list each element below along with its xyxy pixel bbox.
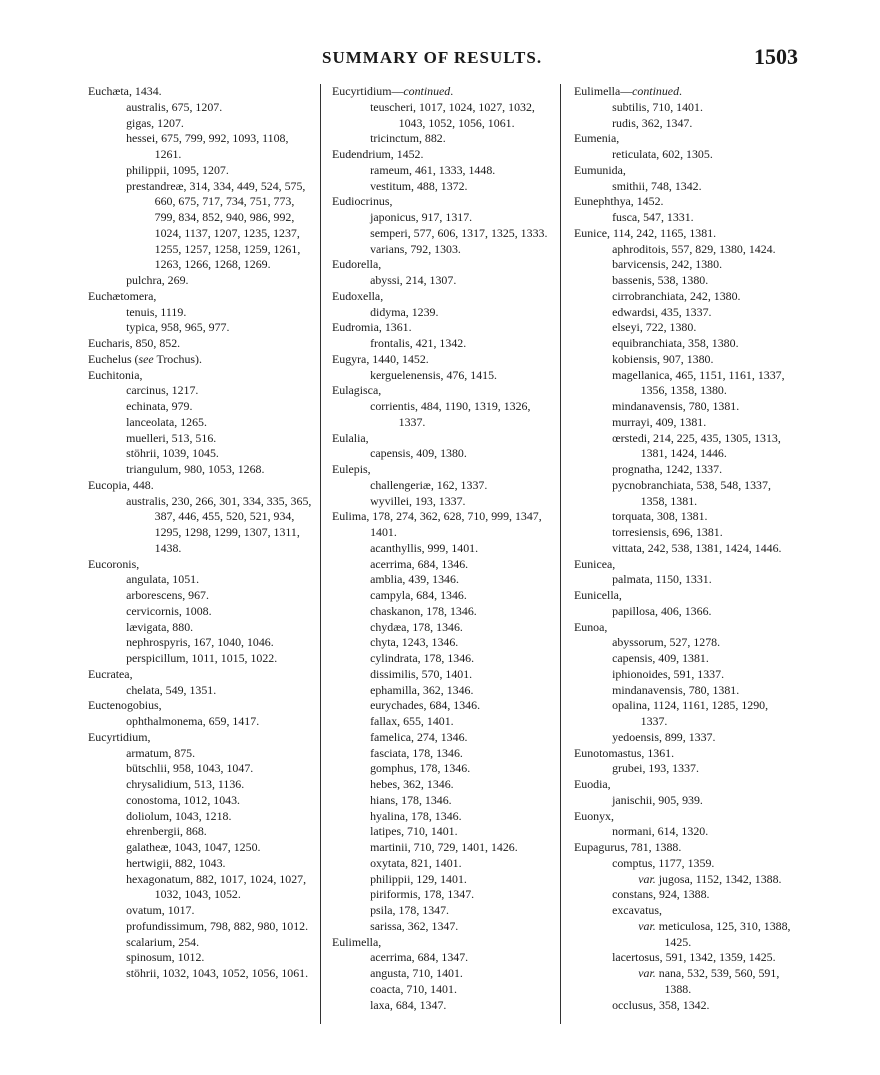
index-entry: profundissimum, 798, 882, 980, 1012. bbox=[126, 918, 309, 933]
index-entry: ovatum, 1017. bbox=[126, 903, 195, 917]
index-entry: hyalina, 178, 1346. bbox=[370, 808, 462, 823]
index-entry: reticulata, 602, 1305. bbox=[612, 147, 713, 161]
index-entry: œrstedi, 214, 225, 435, 1305, 1313, 1381, 1424, 1446. bbox=[612, 430, 781, 461]
index-heading: Eunicella, bbox=[574, 588, 622, 602]
index-heading: Eudorella, bbox=[332, 257, 382, 272]
index-variety: var. nana, 532, 539, 560, 591, 1388. bbox=[638, 966, 780, 996]
index-heading: Eulimella—continued. bbox=[574, 84, 682, 98]
index-heading: Eudiocrinus, bbox=[332, 194, 393, 209]
index-entry: excavatus, bbox=[612, 903, 662, 917]
index-entry: janischii, 905, 939. bbox=[612, 792, 703, 807]
index-heading: Eudromia, 1361. bbox=[332, 320, 412, 335]
index-entry: challengeriæ, 162, 1337. bbox=[370, 477, 488, 492]
index-entry: normani, 614, 1320. bbox=[612, 824, 709, 839]
index-entry: abyssi, 214, 1307. bbox=[370, 273, 457, 287]
index-column-1 bbox=[88, 84, 314, 982]
index-entry: edwardsi, 435, 1337. bbox=[612, 304, 712, 319]
index-entry: sarissa, 362, 1347. bbox=[370, 918, 459, 933]
index-entry: yedoensis, 899, 1337. bbox=[612, 729, 716, 744]
index-entry: cervicornis, 1008. bbox=[126, 603, 212, 618]
page-number: 1503 bbox=[754, 44, 798, 69]
index-entry: laxa, 684, 1347. bbox=[370, 997, 447, 1012]
index-heading: Eudoxella, bbox=[332, 288, 384, 303]
index-entry: kerguelenensis, 476, 1415. bbox=[370, 367, 498, 382]
index-entry: wyvillei, 193, 1337. bbox=[370, 493, 466, 508]
index-entry: australis, 230, 266, 301, 334, 335, 365, 387, 446, 455, 520, 521, 934, 1295, 1298, 1299, 1307, 1311, 1438. bbox=[126, 493, 312, 555]
index-entry: murrayi, 409, 1381. bbox=[612, 414, 707, 429]
index-entry: galatheæ, 1043, 1047, 1250. bbox=[126, 840, 261, 854]
index-heading: Eunotomastus, 1361. bbox=[574, 745, 675, 760]
index-heading: Euonyx, bbox=[574, 808, 614, 823]
index-entry: australis, 675, 1207. bbox=[126, 99, 223, 114]
index-entry: torresiensis, 696, 1381. bbox=[612, 525, 723, 539]
index-entry: doliolum, 1043, 1218. bbox=[126, 808, 232, 823]
index-entry: amblia, 439, 1346. bbox=[370, 572, 459, 587]
index-heading: Eulagisca, bbox=[332, 383, 382, 398]
index-entry: comptus, 1177, 1359. bbox=[612, 855, 715, 870]
index-entry: pycnobranchiata, 538, 548, 1337, 1358, 1381. bbox=[612, 477, 771, 508]
index-heading: Eumunida, bbox=[574, 162, 626, 177]
index-heading: Euchætomera, bbox=[88, 288, 157, 303]
index-entry: conostoma, 1012, 1043. bbox=[126, 792, 241, 807]
index-column-2 bbox=[332, 84, 554, 1013]
index-entry: palmata, 1150, 1331. bbox=[612, 572, 712, 587]
index-entry: tricinctum, 882. bbox=[370, 131, 446, 146]
index-entry: muelleri, 513, 516. bbox=[126, 430, 217, 445]
index-entry: rameum, 461, 1333, 1448. bbox=[370, 162, 496, 177]
index-heading: Eunice, 114, 242, 1165, 1381. bbox=[574, 225, 717, 240]
index-entry: didyma, 1239. bbox=[370, 304, 439, 319]
index-entry: gomphus, 178, 1346. bbox=[370, 761, 471, 776]
index-entry: lævigata, 880. bbox=[126, 619, 194, 634]
index-entry: lacertosus, 591, 1342, 1359, 1425. bbox=[612, 950, 776, 965]
index-entry: rudis, 362, 1347. bbox=[612, 115, 693, 130]
index-variety: var. meticulosa, 125, 310, 1388, 1425. bbox=[638, 918, 791, 949]
index-heading: Eulimella, bbox=[332, 934, 382, 949]
index-entry: smithii, 748, 1342. bbox=[612, 178, 702, 193]
index-entry: coacta, 710, 1401. bbox=[370, 981, 457, 996]
index-heading: Eucopia, 448. bbox=[88, 477, 154, 492]
index-heading: Eulalia, bbox=[332, 430, 369, 445]
index-entry: abyssorum, 527, 1278. bbox=[612, 635, 721, 650]
index-entry: chrysalidium, 513, 1136. bbox=[126, 777, 245, 791]
index-entry: angusta, 710, 1401. bbox=[370, 966, 463, 980]
index-entry: echinata, 979. bbox=[126, 399, 193, 413]
index-entry: chaskanon, 178, 1346. bbox=[370, 603, 477, 618]
index-heading: Eulima, 178, 274, 362, 628, 710, 999, 1347, 1401. bbox=[332, 509, 542, 539]
index-entry: armatum, 875. bbox=[126, 745, 196, 760]
index-entry: semperi, 577, 606, 1317, 1325, 1333. bbox=[370, 225, 548, 240]
index-heading: Eulepis, bbox=[332, 462, 371, 476]
index-entry: chelata, 549, 1351. bbox=[126, 682, 217, 697]
index-entry: dissimilis, 570, 1401. bbox=[370, 666, 473, 681]
index-entry: japonicus, 917, 1317. bbox=[370, 210, 473, 224]
index-heading: Euchæta, 1434. bbox=[88, 84, 162, 98]
column-divider bbox=[560, 84, 561, 1024]
index-entry: cirrobranchiata, 242, 1380. bbox=[612, 288, 741, 303]
index-entry: tenuis, 1119. bbox=[126, 304, 187, 319]
index-entry: hians, 178, 1346. bbox=[370, 792, 452, 807]
index-entry: fusca, 547, 1331. bbox=[612, 210, 694, 224]
index-entry: varians, 792, 1303. bbox=[370, 241, 461, 256]
index-entry: carcinus, 1217. bbox=[126, 383, 199, 398]
index-heading: Euodia, bbox=[574, 777, 611, 791]
index-entry: prognatha, 1242, 1337. bbox=[612, 462, 723, 476]
index-heading: Euchitonia, bbox=[88, 367, 143, 382]
index-heading: Eucyrtidium, bbox=[88, 729, 151, 744]
index-entry: mindanavensis, 780, 1381. bbox=[612, 399, 740, 413]
index-heading: Eunephthya, 1452. bbox=[574, 194, 664, 209]
index-entry: famelica, 274, 1346. bbox=[370, 729, 468, 744]
index-entry: vestitum, 488, 1372. bbox=[370, 178, 468, 193]
index-entry: bütschlii, 958, 1043, 1047. bbox=[126, 761, 254, 776]
index-heading: Eunicea, bbox=[574, 556, 616, 571]
index-entry: scalarium, 254. bbox=[126, 934, 200, 949]
index-entry: triangulum, 980, 1053, 1268. bbox=[126, 462, 265, 476]
index-entry: stöhrii, 1039, 1045. bbox=[126, 446, 219, 461]
index-entry: teuscheri, 1017, 1024, 1027, 1032, 1043, 1052, 1056, 1061. bbox=[370, 99, 535, 130]
index-entry: chyta, 1243, 1346. bbox=[370, 635, 459, 650]
index-entry: barvicensis, 242, 1380. bbox=[612, 257, 723, 272]
index-entry: martinii, 710, 729, 1401, 1426. bbox=[370, 840, 518, 854]
index-entry: frontalis, 421, 1342. bbox=[370, 336, 467, 350]
index-entry: iphionoides, 591, 1337. bbox=[612, 666, 725, 681]
index-entry: bassenis, 538, 1380. bbox=[612, 273, 709, 287]
index-entry: fallax, 655, 1401. bbox=[370, 714, 454, 728]
index-entry: capensis, 409, 1380. bbox=[370, 446, 467, 461]
index-entry: latipes, 710, 1401. bbox=[370, 824, 458, 839]
index-entry: occlusus, 358, 1342. bbox=[612, 997, 710, 1012]
index-entry: gigas, 1207. bbox=[126, 115, 184, 130]
column-divider bbox=[320, 84, 321, 1024]
index-entry: philippii, 129, 1401. bbox=[370, 871, 467, 886]
index-entry: oxytata, 821, 1401. bbox=[370, 855, 462, 870]
index-entry: typica, 958, 965, 977. bbox=[126, 320, 230, 335]
index-entry: fasciata, 178, 1346. bbox=[370, 745, 463, 760]
index-entry: opalina, 1124, 1161, 1285, 1290, 1337. bbox=[612, 698, 769, 728]
index-entry: psila, 178, 1347. bbox=[370, 903, 450, 917]
index-entry: kobiensis, 907, 1380. bbox=[612, 351, 714, 366]
index-column-3 bbox=[574, 84, 796, 1013]
index-heading: Eumenia, bbox=[574, 131, 620, 146]
page-header bbox=[0, 44, 880, 74]
index-heading: Eucoronis, bbox=[88, 556, 140, 571]
index-entry: campyla, 684, 1346. bbox=[370, 588, 467, 602]
index-entry: hessei, 675, 799, 992, 1093, 1108, 1261. bbox=[126, 131, 289, 161]
index-entry: eurychades, 684, 1346. bbox=[370, 698, 481, 713]
index-entry: spinosum, 1012. bbox=[126, 950, 205, 965]
index-heading: Eudendrium, 1452. bbox=[332, 147, 424, 161]
index-entry: philippii, 1095, 1207. bbox=[126, 162, 229, 177]
index-entry: chydæa, 178, 1346. bbox=[370, 619, 463, 634]
index-entry: corrientis, 484, 1190, 1319, 1326, 1337. bbox=[370, 399, 531, 429]
index-entry: lanceolata, 1265. bbox=[126, 414, 207, 429]
index-heading: Eucyrtidium—continued. bbox=[332, 84, 454, 98]
index-entry: pulchra, 269. bbox=[126, 273, 189, 287]
index-entry: acerrima, 684, 1347. bbox=[370, 950, 469, 965]
index-entry: torquata, 308, 1381. bbox=[612, 509, 708, 524]
index-entry: prestandreæ, 314, 334, 449, 524, 575, 660, 675, 717, 734, 751, 773, 799, 834, 852, 940, 986, 992, 1024, 1137, 1207, 1235, 1237, 1255, 1257, 1258, 1259, 1261, 1263, 1266, 1268, 1269. bbox=[126, 178, 306, 272]
index-entry: subtilis, 710, 1401. bbox=[612, 99, 703, 114]
index-entry: perspicillum, 1011, 1015, 1022. bbox=[126, 651, 278, 665]
index-entry: constans, 924, 1388. bbox=[612, 887, 710, 902]
index-entry: arborescens, 967. bbox=[126, 588, 209, 602]
index-entry: piriformis, 178, 1347. bbox=[370, 887, 475, 902]
index-entry: ephamilla, 362, 1346. bbox=[370, 682, 474, 697]
index-entry: nephrospyris, 167, 1040, 1046. bbox=[126, 635, 274, 650]
index-entry: magellanica, 465, 1151, 1161, 1337, 1356, 1358, 1380. bbox=[612, 367, 785, 398]
index-variety: var. jugosa, 1152, 1342, 1388. bbox=[638, 871, 782, 886]
index-heading: Eupagurus, 781, 1388. bbox=[574, 840, 682, 854]
index-heading: Euctenogobius, bbox=[88, 698, 162, 713]
index-entry: grubei, 193, 1337. bbox=[612, 761, 699, 776]
index-heading: Eucharis, 850, 852. bbox=[88, 336, 181, 350]
index-entry: capensis, 409, 1381. bbox=[612, 651, 709, 665]
index-heading: Eugyra, 1440, 1452. bbox=[332, 351, 429, 366]
index-entry: hertwigii, 882, 1043. bbox=[126, 855, 226, 870]
index-entry: hexagonatum, 882, 1017, 1024, 1027, 1032, 1043, 1052. bbox=[126, 871, 307, 902]
index-entry: acerrima, 684, 1346. bbox=[370, 556, 469, 571]
index-entry: equibranchiata, 358, 1380. bbox=[612, 336, 739, 350]
index-entry: papillosa, 406, 1366. bbox=[612, 603, 712, 618]
index-entry: ehrenbergii, 868. bbox=[126, 824, 207, 839]
index-entry: ophthalmonema, 659, 1417. bbox=[126, 714, 260, 728]
index-entry: aphroditois, 557, 829, 1380, 1424. bbox=[612, 241, 776, 256]
index-entry: acanthyllis, 999, 1401. bbox=[370, 540, 479, 555]
index-heading: Eucratea, bbox=[88, 666, 133, 681]
index-entry: cylindrata, 178, 1346. bbox=[370, 651, 475, 665]
index-entry: hebes, 362, 1346. bbox=[370, 777, 454, 791]
index-entry: elseyi, 722, 1380. bbox=[612, 320, 697, 335]
index-entry: stöhrii, 1032, 1043, 1052, 1056, 1061. bbox=[126, 966, 309, 980]
index-heading: Euchelus (see Trochus). bbox=[88, 351, 202, 366]
running-title: SUMMARY OF RESULTS. bbox=[322, 48, 543, 67]
index-entry: mindanavensis, 780, 1381. bbox=[612, 682, 740, 697]
index-entry: angulata, 1051. bbox=[126, 572, 200, 587]
index-heading: Eunoa, bbox=[574, 619, 608, 634]
index-entry: vittata, 242, 538, 1381, 1424, 1446. bbox=[612, 540, 782, 555]
